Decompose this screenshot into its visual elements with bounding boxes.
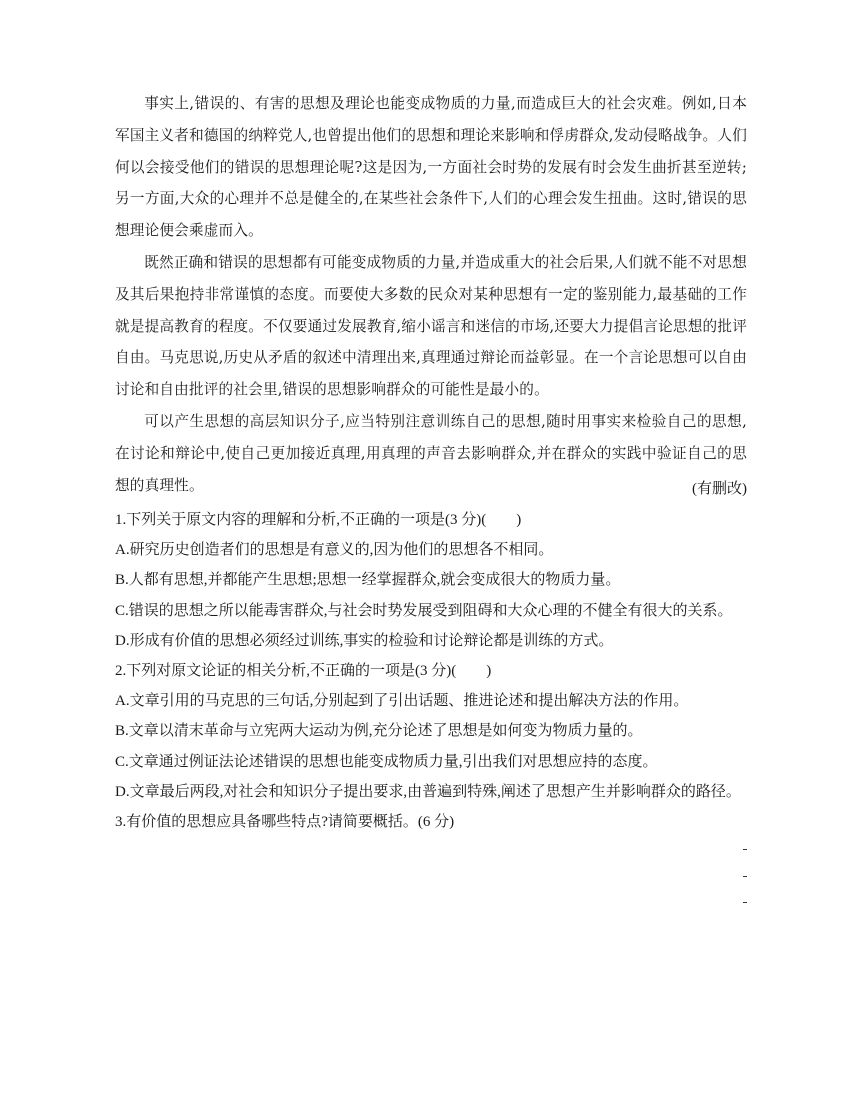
question-2-option-d: D.文章最后两段,对社会和知识分子提出要求,由普遍到特殊,阐述了思想产生并影响群众的路径。 — [115, 783, 741, 800]
source-note: (有删改) — [692, 481, 747, 497]
question-2-stem: 2.下列对原文论证的相关分析,不正确的一项是(3 分)( ) — [115, 663, 492, 680]
question-3-stem: 3.有价值的思想应具备哪些特点?请简要概括。(6 分) — [115, 814, 455, 831]
answer-line — [735, 891, 749, 918]
question-2-option-a: A.文章引用的马克思的三句话,分别起到了引出话题、推进论述和提出解决方法的作用。 — [115, 693, 689, 710]
question-1-option-a: A.研究历史创造者们的思想是有意义的,因为他们的思想各不相同。 — [115, 542, 554, 559]
question-list — [115, 505, 755, 837]
answer-line — [735, 838, 749, 865]
passage-paragraph: 可以产生思想的高层知识分子,应当特别注意训练自己的思想,随时用事实来检验自己的思想,在讨论和辩论中,使自己更加接近真理,用真理的声音去影响群众,并在群众的实践中验证自己的思想的真理性。 — [115, 412, 747, 494]
passage-paragraph: 事实上,错误的、有害的思想及理论也能变成物质的力量,而造成巨大的社会灾难。例如,日本军国主义者和德国的纳粹党人,也曾提出他们的思想和理论来影响和俘虏群众,发动侵略战争。人们何以会接受他们的错误的思想理论呢?这是因为,一方面社会时势的发展有时会发生曲折甚至逆转;另一方面,大众的心理并不总是健全的,在某些社会条件下,人们的心理会发生扭曲。这时,错误的思想理论便会乘虚而入。 — [115, 95, 747, 240]
question-2-option-b: B.文章以清末革命与立宪两大运动为例,充分论述了思想是如何变为物质力量的。 — [115, 723, 643, 740]
question-1-stem: 1.下列关于原文内容的理解和分析,不正确的一项是(3 分)( ) — [115, 512, 522, 528]
question-1-option-b: B.人都有思想,并都能产生思想;思想一经掌握群众,就会变成很大的物质力量。 — [115, 572, 621, 589]
question-2-option-c: C.文章通过例证法论述错误的思想也能变成物质力量,引出我们对思想应持的态度。 — [115, 753, 658, 770]
answer-area — [735, 838, 749, 918]
answer-line — [735, 865, 749, 892]
reading-passage — [115, 88, 747, 501]
passage-paragraph: 既然正确和错误的思想都有可能变成物质的力量,并造成重大的社会后果,人们就不能不对思想及其后果抱持非常谨慎的态度。而要使大多数的民众对某种思想有一定的鉴别能力,最基础的工作就是提高教育的程度。不仅要通过发展教育,缩小谣言和迷信的市场,还要大力提倡言论思想的批评自由。马克思说,历史从矛盾的叙述中清理出来,真理通过辩论而益彰显。在一个言论思想可以自由讨论和自由批评的社会里,错误的思想影响群众的可能性是最小的。 — [115, 253, 747, 399]
question-1-option-d: D.形成有价值的思想必须经过训练,事实的检验和讨论辩论都是训练的方式。 — [115, 632, 614, 649]
question-1-option-c: C.错误的思想之所以能毒害群众,与社会时势发展受到阻碍和大众心理的不健全有很大的关系。 — [115, 602, 733, 619]
